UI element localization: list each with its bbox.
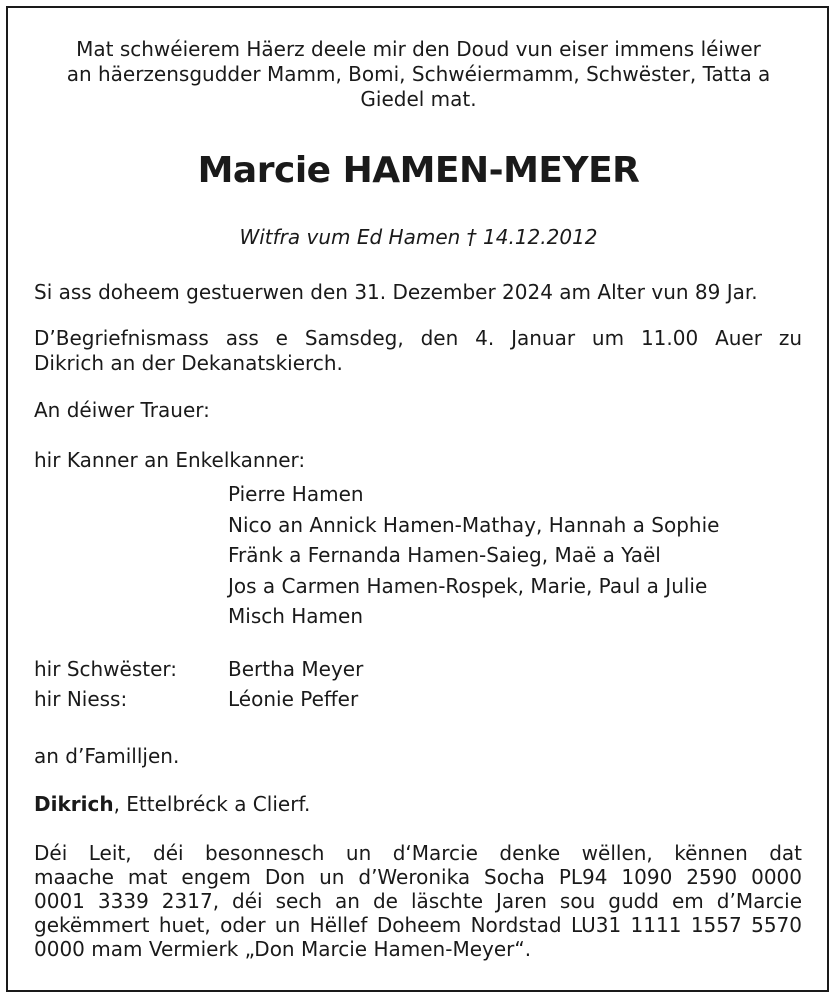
funeral-line: D’Begriefnismass ass e Samsdeg, den 4. Januar um 11.00 Auer zu [34, 326, 802, 350]
child-entry: Nico an Annick Hamen-Mathay, Hannah a Sophie [228, 512, 720, 537]
donation-line: 0000 mam Vermierk „Don Marcie Hamen-Meyer“. [34, 937, 532, 961]
donation-line: maache mat engem Don un d’Weronika Socha PL94 1090 2590 0000 [34, 865, 802, 889]
widow-line: Witfra vum Ed Hamen † 14.12.2012 [239, 225, 598, 249]
intro-line: Mat schwéierem Häerz deele mir den Doud vun eiser immens léiwer [76, 37, 761, 61]
children-label: hir Kanner an Enkelkanner: [34, 448, 306, 472]
family-line: an d’Familljen. [34, 744, 180, 768]
donation-text [34, 841, 802, 961]
place-line [34, 792, 310, 817]
mourning-intro: An déiwer Trauer: [34, 398, 210, 422]
intro-text [40, 37, 797, 112]
sister-label: hir Schwëster: [34, 657, 178, 681]
children-list [228, 479, 719, 632]
intro-line: Giedel mat. [360, 87, 477, 111]
death-notice: Si ass doheem gestuerwen den 31. Dezember 2024 am Alter vun 89 Jar. [34, 280, 758, 304]
funeral-info [34, 326, 802, 376]
donation-line: gekëmmert huet, oder un Hëllef Doheem Nordstad LU31 1111 1557 5570 [34, 913, 802, 937]
child-entry: Jos a Carmen Hamen-Rospek, Marie, Paul a Julie [228, 573, 708, 598]
sister-name: Bertha Meyer [228, 657, 364, 681]
place-rest: , Ettelbréck a Clierf. [113, 792, 311, 816]
deceased-name: Marcie HAMEN-MEYER [197, 150, 640, 191]
niece-name: Léonie Peffer [228, 687, 359, 711]
intro-line: an häerzensgudder Mamm, Bomi, Schwéiermamm, Schwëster, Tatta a [66, 62, 771, 86]
funeral-line: Dikrich an der Dekanatskierch. [34, 351, 343, 375]
donation-line: Déi Leit, déi besonnesch un d‘Marcie denke wëllen, kënnen dat [34, 841, 802, 865]
child-entry: Misch Hamen [228, 604, 364, 628]
child-entry: Pierre Hamen [228, 482, 364, 506]
child-entry: Fränk a Fernanda Hamen-Saieg, Maë a Yaël [228, 543, 661, 567]
donation-line: 0001 3339 2317, déi sech an de läschte Jaren sou gudd em d’Marcie [34, 889, 802, 913]
place-bold: Dikrich [34, 792, 114, 816]
niece-label: hir Niess: [34, 687, 128, 711]
